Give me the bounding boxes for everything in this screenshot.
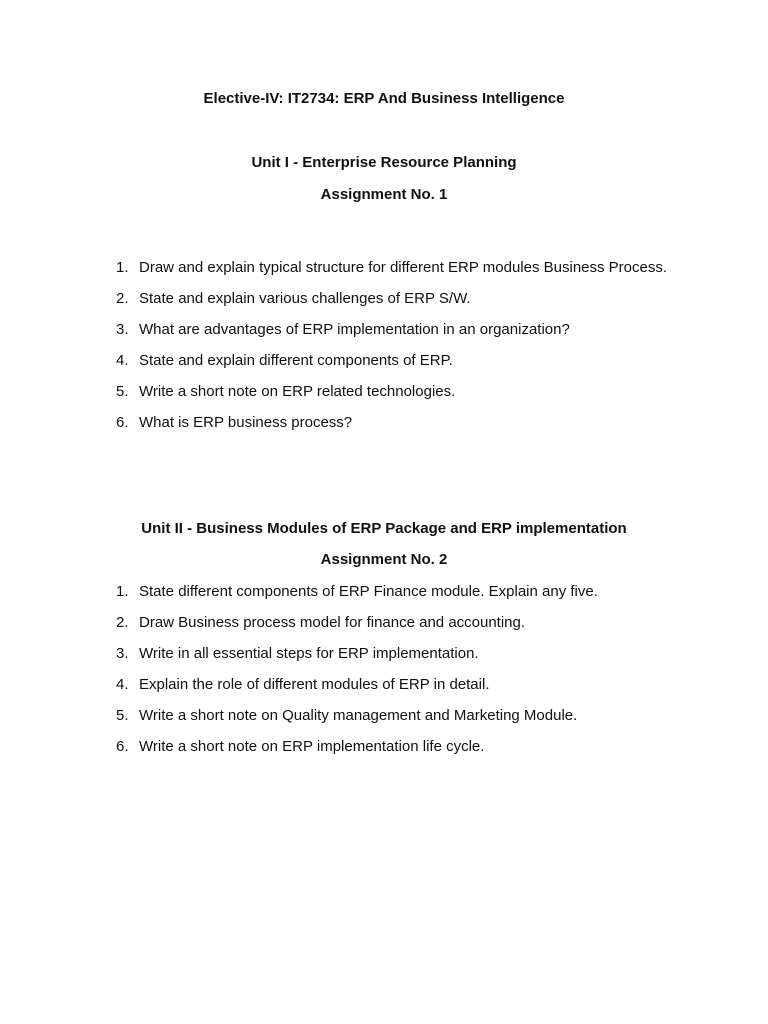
- question-number: 5.: [116, 707, 129, 724]
- question-text: Draw Business process model for finance and accounting.: [139, 614, 526, 631]
- list-item: [116, 638, 674, 669]
- list-item: [116, 376, 674, 407]
- list-item: [116, 252, 674, 283]
- question-number: 3.: [116, 321, 129, 338]
- question-text: Write a short note on ERP implementation life cycle.: [139, 738, 485, 755]
- unit1-question-list: [116, 252, 674, 438]
- list-item: [116, 576, 674, 607]
- question-number: 2.: [116, 614, 129, 631]
- question-text: State and explain various challenges of ERP S/W.: [139, 290, 471, 307]
- question-text: Write a short note on ERP related technologies.: [139, 383, 456, 400]
- list-item: [116, 314, 674, 345]
- question-number: 1.: [116, 583, 129, 600]
- question-text: Explain the role of different modules of ERP in detail.: [139, 676, 490, 693]
- question-text: What is ERP business process?: [139, 414, 353, 431]
- question-number: 3.: [116, 645, 129, 662]
- unit1-assignment: Assignment No. 1: [320, 186, 448, 203]
- question-number: 6.: [116, 738, 129, 755]
- question-text: What are advantages of ERP implementation in an organization?: [139, 321, 570, 338]
- question-text: State and explain different components of ERP.: [139, 352, 453, 369]
- question-text: State different components of ERP Finance module. Explain any five.: [139, 583, 598, 600]
- list-item: [116, 283, 674, 314]
- question-text: Write in all essential steps for ERP implementation.: [139, 645, 479, 662]
- list-item: [116, 607, 674, 638]
- unit2-assignment: Assignment No. 2: [320, 551, 448, 568]
- unit2-heading: Unit II - Business Modules of ERP Package and ERP implementation: [141, 520, 627, 537]
- list-item: [116, 345, 674, 376]
- question-text: Write a short note on Quality management and Marketing Module.: [139, 707, 578, 724]
- list-item: [116, 669, 674, 700]
- question-number: 5.: [116, 383, 129, 400]
- question-number: 2.: [116, 290, 129, 307]
- question-number: 6.: [116, 414, 129, 431]
- list-item: [116, 731, 674, 762]
- list-item: [116, 700, 674, 731]
- list-item: [116, 407, 674, 438]
- unit2-question-list: [116, 576, 674, 762]
- unit1-heading: Unit I - Enterprise Resource Planning: [251, 154, 517, 171]
- question-number: 4.: [116, 352, 129, 369]
- document-title: Elective-IV: IT2734: ERP And Business Intelligence: [203, 90, 565, 107]
- question-number: 4.: [116, 676, 129, 693]
- question-text: Draw and explain typical structure for different ERP modules Business Process.: [139, 259, 668, 276]
- question-number: 1.: [116, 259, 129, 276]
